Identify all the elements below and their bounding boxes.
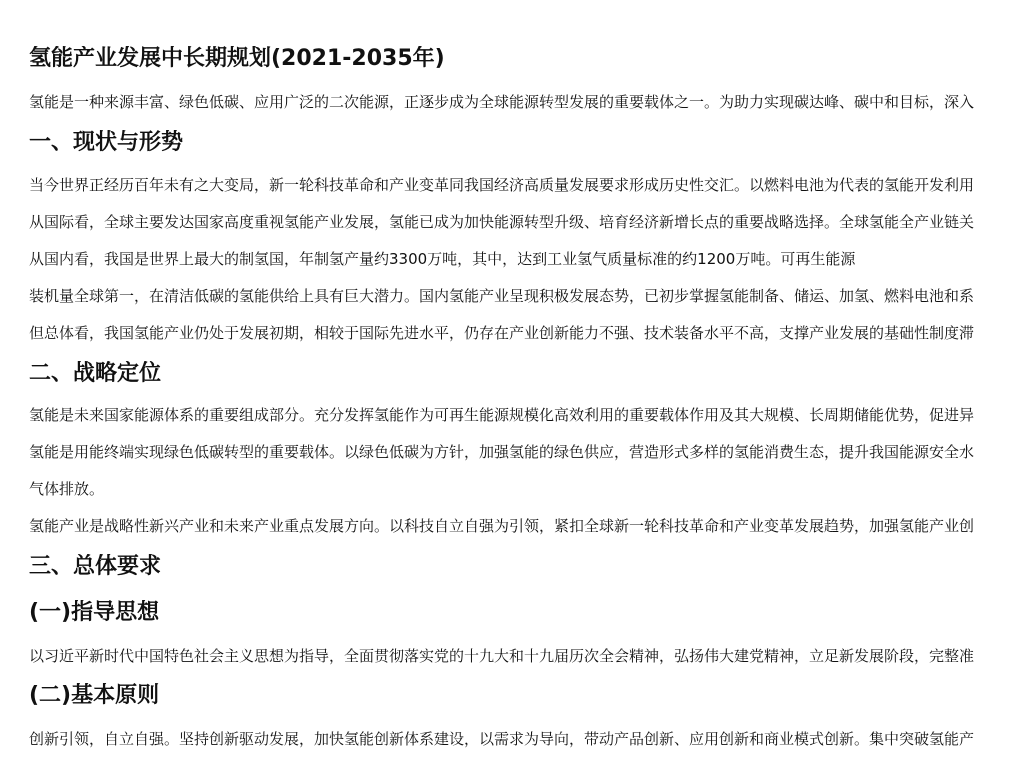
paragraph: 从国际看，全球主要发达国家高度重视氢能产业发展，氢能已成为加快能源转型升级、培育经济新增长点的重要战略选择。全球氢能全产业链关 (29, 213, 975, 231)
paragraph: 氢能是未来国家能源体系的重要组成部分。充分发挥氢能作为可再生能源规模化高效利用的重要载体作用及其大规模、长周期储能优势，促进异 (29, 406, 975, 424)
paragraph: 从国内看，我国是世界上最大的制氢国，年制氢产量约3300万吨，其中，达到工业氢气质量标准的约1200万吨。可再生能源 (29, 250, 856, 268)
section-heading-status: 一、现状与形势 (29, 130, 184, 155)
subsection-heading-guiding: (一)指导思想 (29, 600, 160, 625)
subsection-heading-principles: (二)基本原则 (29, 683, 160, 708)
paragraph: 但总体看，我国氢能产业仍处于发展初期，相较于国际先进水平，仍存在产业创新能力不强、技术装备水平不高，支撑产业发展的基础性制度滞 (29, 324, 975, 342)
section-heading-positioning: 二、战略定位 (29, 361, 162, 386)
document-title: 氢能产业发展中长期规划(2021-2035年) (29, 46, 445, 71)
intro-paragraph: 氢能是一种来源丰富、绿色低碳、应用广泛的二次能源，正逐步成为全球能源转型发展的重要载体之一。为助力实现碳达峰、碳中和目标，深入 (29, 93, 975, 111)
paragraph: 氢能是用能终端实现绿色低碳转型的重要载体。以绿色低碳为方针，加强氢能的绿色供应，营造形式多样的氢能消费生态，提升我国能源安全水 (29, 443, 975, 461)
paragraph: 当今世界正经历百年未有之大变局，新一轮科技革命和产业变革同我国经济高质量发展要求形成历史性交汇。以燃料电池为代表的氢能开发利用 (29, 176, 975, 194)
section-heading-requirements: 三、总体要求 (29, 554, 162, 579)
paragraph: 以习近平新时代中国特色社会主义思想为指导，全面贯彻落实党的十九大和十九届历次全会精神，弘扬伟大建党精神，立足新发展阶段，完整准 (29, 647, 975, 665)
paragraph: 装机量全球第一，在清洁低碳的氢能供给上具有巨大潜力。国内氢能产业呈现积极发展态势，已初步掌握氢能制备、储运、加氢、燃料电池和系 (29, 287, 975, 305)
paragraph: 气体排放。 (29, 480, 105, 498)
paragraph: 创新引领，自立自强。坚持创新驱动发展，加快氢能创新体系建设，以需求为导向，带动产品创新、应用创新和商业模式创新。集中突破氢能产 (29, 730, 975, 748)
paragraph: 氢能产业是战略性新兴产业和未来产业重点发展方向。以科技自立自强为引领，紧扣全球新一轮科技革命和产业变革发展趋势，加强氢能产业创 (29, 517, 975, 535)
